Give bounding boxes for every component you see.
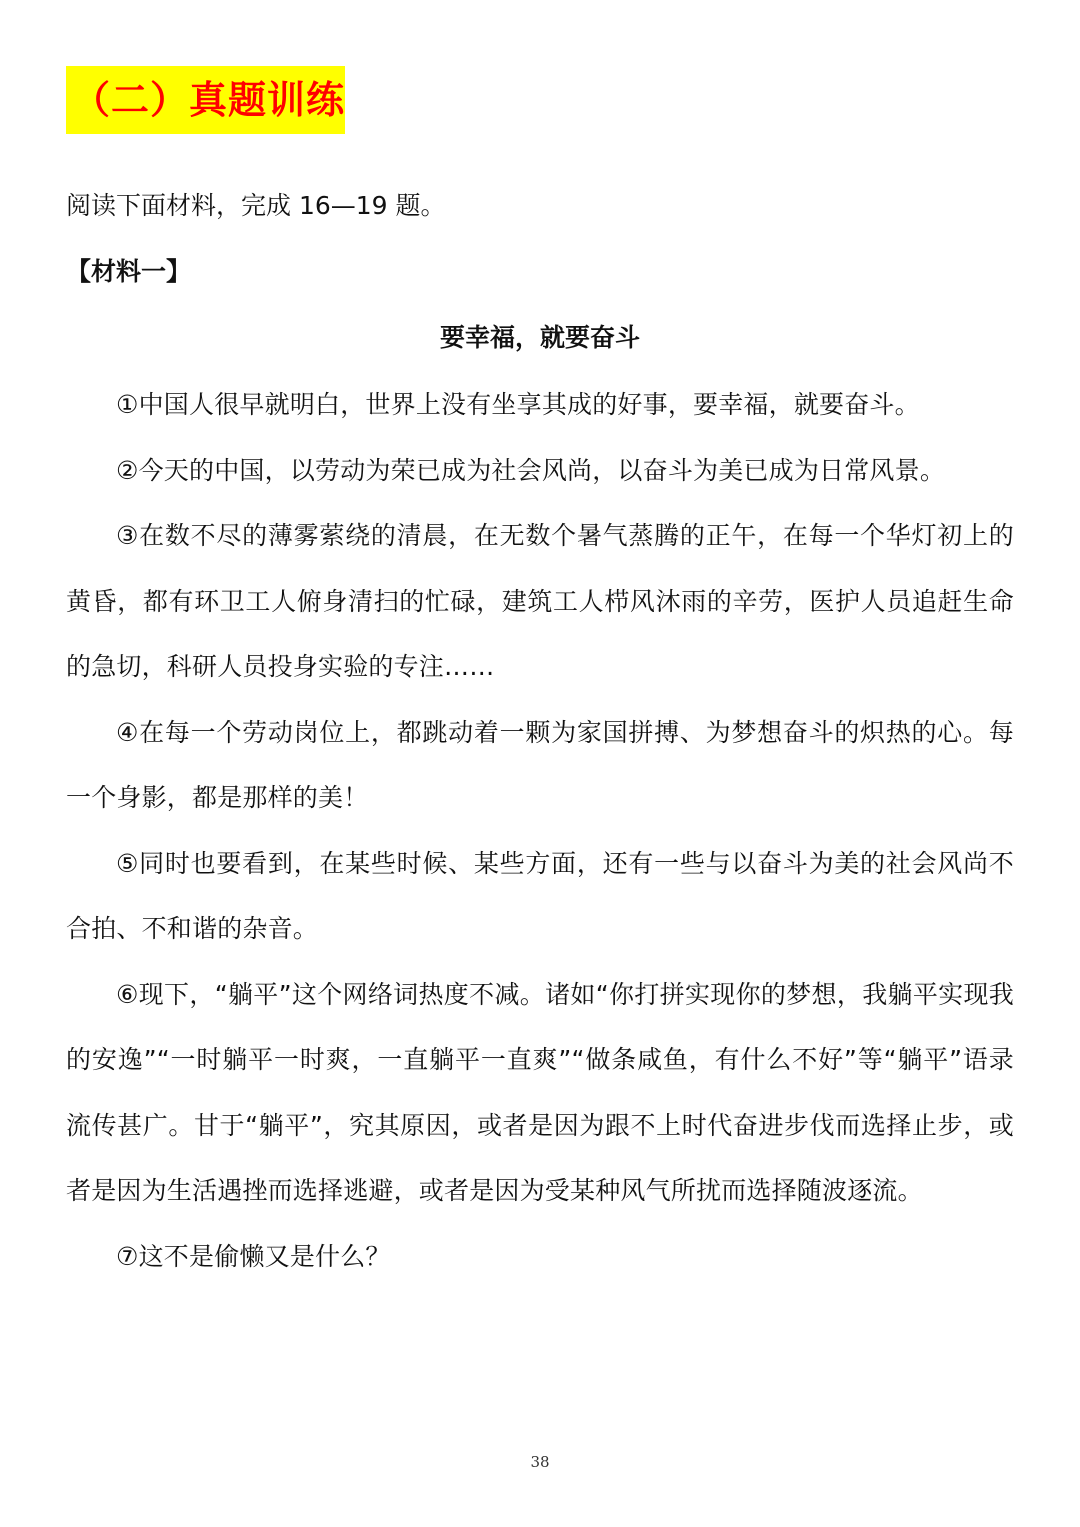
page-number: 38	[530, 1453, 550, 1471]
paragraph-6: ⑥现下，“躺平”这个网络词热度不减。诸如“你打拼实现你的梦想，我躺平实现我的安逸”“一时躺平一时爽，一直躺平一直爽”“做条咸鱼，有什么不好”等“躺平”语录流传甚广。甘于“躺平”，究其原因，或者是因为跟不上时代奋进步伐而选择止步，或者是因为生活遇挫而选择逃避，或者是因为受某种风气所扰而选择随波逐流。	[66, 979, 1014, 1205]
paragraph-3: ③在数不尽的薄雾萦绕的清晨，在无数个暑气蒸腾的正午，在每一个华灯初上的黄昏，都有环卫工人俯身清扫的忙碌，建筑工人栉风沐雨的辛劳，医护人员追赶生命的急切，科研人员投身实验的专注……	[66, 521, 1014, 681]
paragraph-2: ②今天的中国，以劳动为荣已成为社会风尚，以奋斗为美已成为日常风景。	[116, 455, 946, 485]
article-body	[66, 372, 1014, 1289]
material-label: 【材料一】	[66, 257, 192, 286]
section-title: （二）真题训练	[66, 66, 345, 134]
paragraph-1: ①中国人很早就明白，世界上没有坐享其成的好事，要幸福，就要奋斗。	[116, 390, 920, 419]
paragraph-5: ⑤同时也要看到，在某些时候、某些方面，还有一些与以奋斗为美的社会风尚不合拍、不和谐的杂音。	[66, 848, 1014, 943]
article-title: 要幸福，就要奋斗	[439, 323, 640, 352]
reading-instruction: 阅读下面材料，完成 16—19 题。	[66, 191, 446, 220]
paragraph-4: ④在每一个劳动岗位上，都跳动着一颗为家国拼搏、为梦想奋斗的炽热的心。每一个身影，都是那样的美！	[66, 717, 1014, 812]
paragraph-7: ⑦这不是偷懒又是什么？	[116, 1241, 391, 1271]
